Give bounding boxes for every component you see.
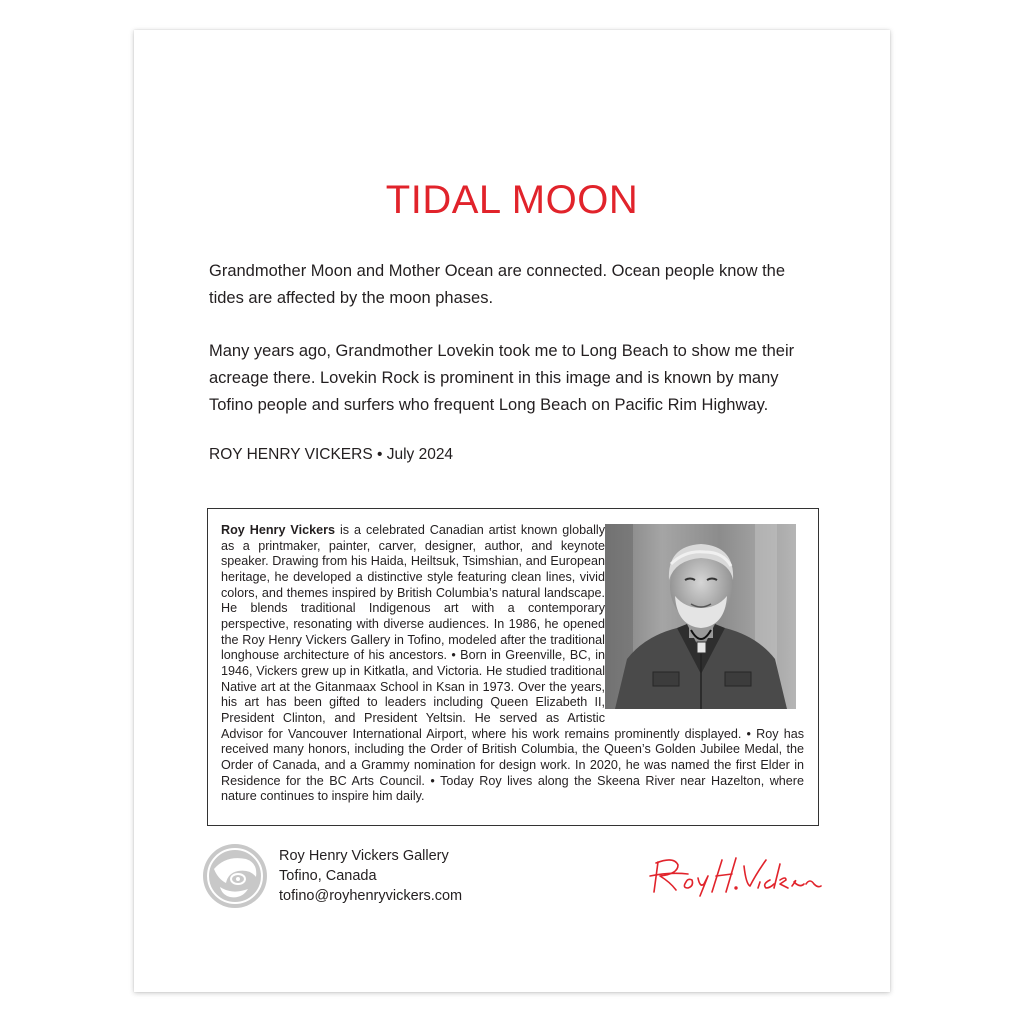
bio-name: Roy Henry Vickers (221, 523, 336, 537)
gallery-contact (279, 846, 462, 906)
portrait-image (605, 524, 796, 709)
story-paragraph: Many years ago, Grandmother Lovekin took me to Long Beach to show me their acreage there. Lovekin Rock is prominent in this image and is known by many Tofino people and surfers who frequent Long Beach on Pacific Rim Highway. (209, 342, 795, 414)
gallery-location: Tofino, Canada (279, 868, 377, 884)
artist-byline: ROY HENRY VICKERS • July 2024 (209, 446, 454, 463)
eagle-icon (202, 843, 268, 909)
page-title: TIDAL MOON (385, 178, 639, 222)
intro-paragraph: Grandmother Moon and Mother Ocean are connected. Ocean people know the tides are affected by the moon phases. (209, 262, 786, 307)
signature-graphic (648, 854, 822, 898)
gallery-logo (202, 843, 268, 909)
gallery-email: tofino@royhenryvickers.com (279, 888, 463, 904)
artist-portrait-photo (605, 524, 796, 709)
artist-signature (648, 854, 822, 898)
bio-body: is a celebrated Canadian artist known globally as a printmaker, painter, carver, designer, author, and keynote speaker. Drawing from his Haida, Heiltsuk, Tsimshian, and European heritage, he developed a distinctive style featuring clean lines, vivid colors, and themes inspired by British Columbia’s natural landscape. He blends traditional Indigenous art with a contemporary perspective, resonating with diverse audiences. In 1986, he opened the Roy Henry Vickers Gallery in Tofino, modeled after the traditional longhouse architecture of his ancestors. • Born in Greenville, BC, in 1946, Vickers grew up in Kitkatla, and Victoria. He studied traditional Native art at the Gitanmaax School in Ksan in 1973. Over the years, his art has been gifted to leaders including Queen Elizabeth II, President Clinton, and President Yeltsin. He served as Artistic Advisor for Vancouver International Airport, where his work remains prominently displayed. • Roy has received many honors, including the Order of British Columbia, the Queen’s Golden Jubilee Medal, the Order of Canada, and a Grammy nomination for design work. In 2020, he was named the first Elder in Residence for the BC Arts Council. • Today Roy lives along the Skeena River near Hazelton, where nature continues to inspire him daily. (221, 523, 804, 804)
gallery-name: Roy Henry Vickers Gallery (279, 848, 449, 864)
